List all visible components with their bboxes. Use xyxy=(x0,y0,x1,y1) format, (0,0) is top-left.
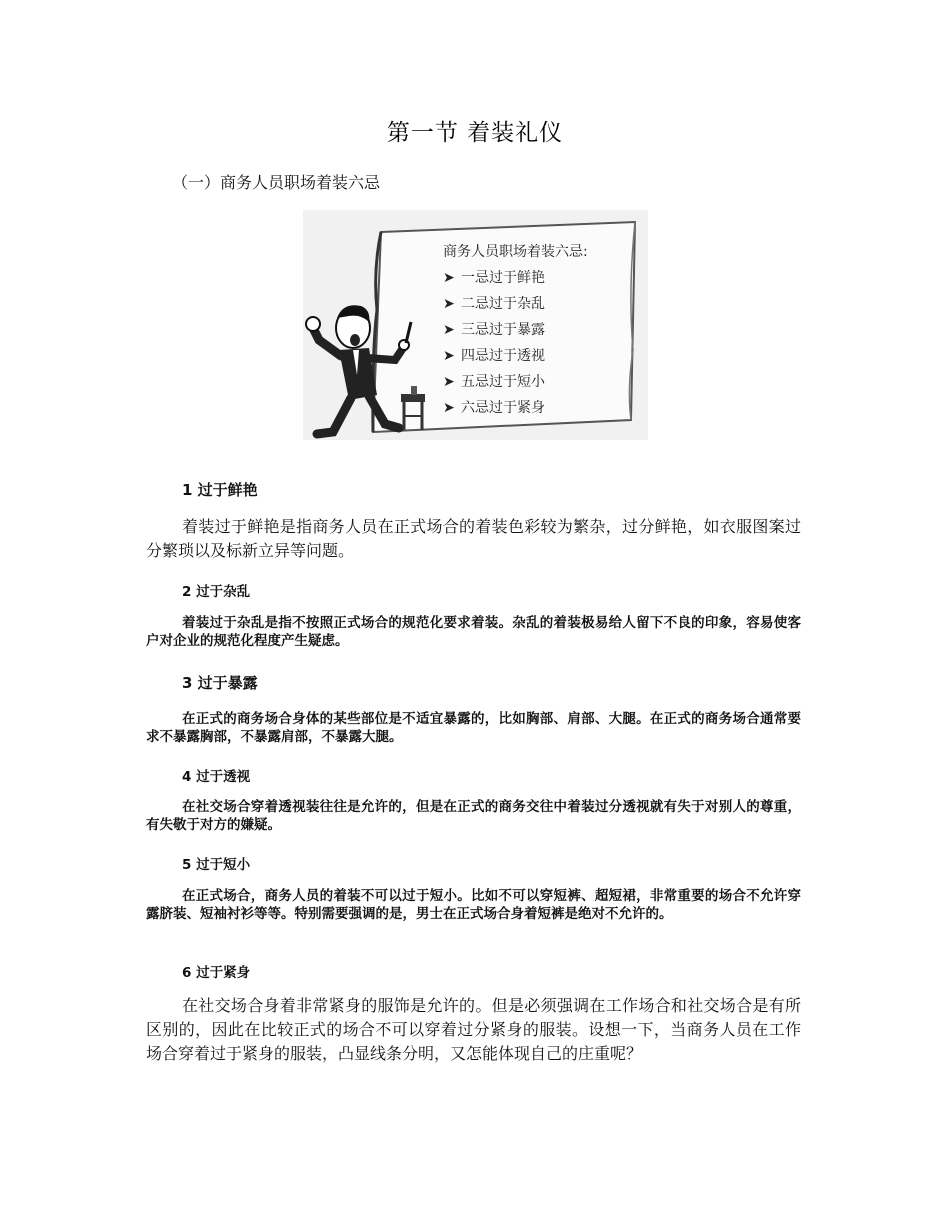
section-6 xyxy=(146,961,801,981)
section-4 xyxy=(146,765,801,785)
section-heading: 2 过于杂乱 xyxy=(182,584,251,600)
section-2-body xyxy=(146,614,801,650)
section-paragraph: 在社交场合身着非常紧身的服饰是允许的。但是必须强调在工作场合和社交场合是有所区别的，因此在比较正式的场合不可以穿着过分紧身的服装。设想一下，当商务人员在工作场合穿着过于紧身的服装，凸显线条分明，又怎能体现自己的庄重呢？ xyxy=(146,996,801,1063)
board-item: 六忌过于紧身 xyxy=(461,400,545,416)
svg-text:➤: ➤ xyxy=(443,322,455,338)
section-1 xyxy=(146,479,801,500)
board-item: 三忌过于暴露 xyxy=(461,322,545,338)
section-6-body xyxy=(146,994,801,1066)
section-heading: 6 过于紧身 xyxy=(182,965,251,981)
section-2 xyxy=(146,580,801,600)
section-3 xyxy=(146,672,801,693)
board-item: 四忌过于透视 xyxy=(461,348,545,364)
board-item: 二忌过于杂乱 xyxy=(461,296,545,312)
section-heading: 1 过于鲜艳 xyxy=(182,481,258,499)
section-paragraph: 在正式的商务场合身体的某些部位是不适宜暴露的，比如胸部、肩部、大腿。在正式的商务场合通常要求不暴露胸部，不暴露肩部，不暴露大腿。 xyxy=(146,711,801,745)
section-paragraph: 着装过于杂乱是指不按照正式场合的规范化要求着装。杂乱的着装极易给人留下不良的印象，容易使客户对企业的规范化程度产生疑虑。 xyxy=(146,615,801,649)
section-3-body xyxy=(146,710,801,746)
board-item: 五忌过于短小 xyxy=(461,374,545,390)
illustration xyxy=(303,210,648,440)
section-paragraph: 着装过于鲜艳是指商务人员在正式场合的着装色彩较为繁杂，过分鲜艳，如衣服图案过分繁琐以及标新立异等问题。 xyxy=(146,517,801,560)
section-subtitle: （一）商务人员职场着装六忌 xyxy=(172,173,381,192)
page-title: 第一节 着装礼仪 xyxy=(386,120,564,146)
section-heading: 3 过于暴露 xyxy=(182,674,258,692)
section-paragraph: 在社交场合穿着透视装往往是允许的，但是在正式的商务交往中着装过分透视就有失于对别人的尊重，有失敬于对方的嫌疑。 xyxy=(146,799,801,833)
svg-text:➤: ➤ xyxy=(443,374,455,390)
svg-text:➤: ➤ xyxy=(443,348,455,364)
board-heading: 商务人员职场着装六忌: xyxy=(443,244,588,260)
section-5-body xyxy=(146,887,801,923)
section-heading: 4 过于透视 xyxy=(182,769,251,785)
svg-text:➤: ➤ xyxy=(443,296,455,312)
section-paragraph: 在正式场合，商务人员的着装不可以过于短小。比如不可以穿短裤、超短裙，非常重要的场合不允许穿露脐装、短袖衬衫等等。特别需要强调的是，男士在正式场合身着短裤是绝对不允许的。 xyxy=(146,888,801,922)
section-heading: 5 过于短小 xyxy=(182,857,251,873)
section-5 xyxy=(146,853,801,873)
svg-text:➤: ➤ xyxy=(443,270,455,286)
board-item: 一忌过于鲜艳 xyxy=(461,270,545,286)
presenter-illustration xyxy=(303,210,648,440)
section-4-body xyxy=(146,798,801,834)
section-1-body xyxy=(146,515,801,563)
svg-text:➤: ➤ xyxy=(443,400,455,416)
